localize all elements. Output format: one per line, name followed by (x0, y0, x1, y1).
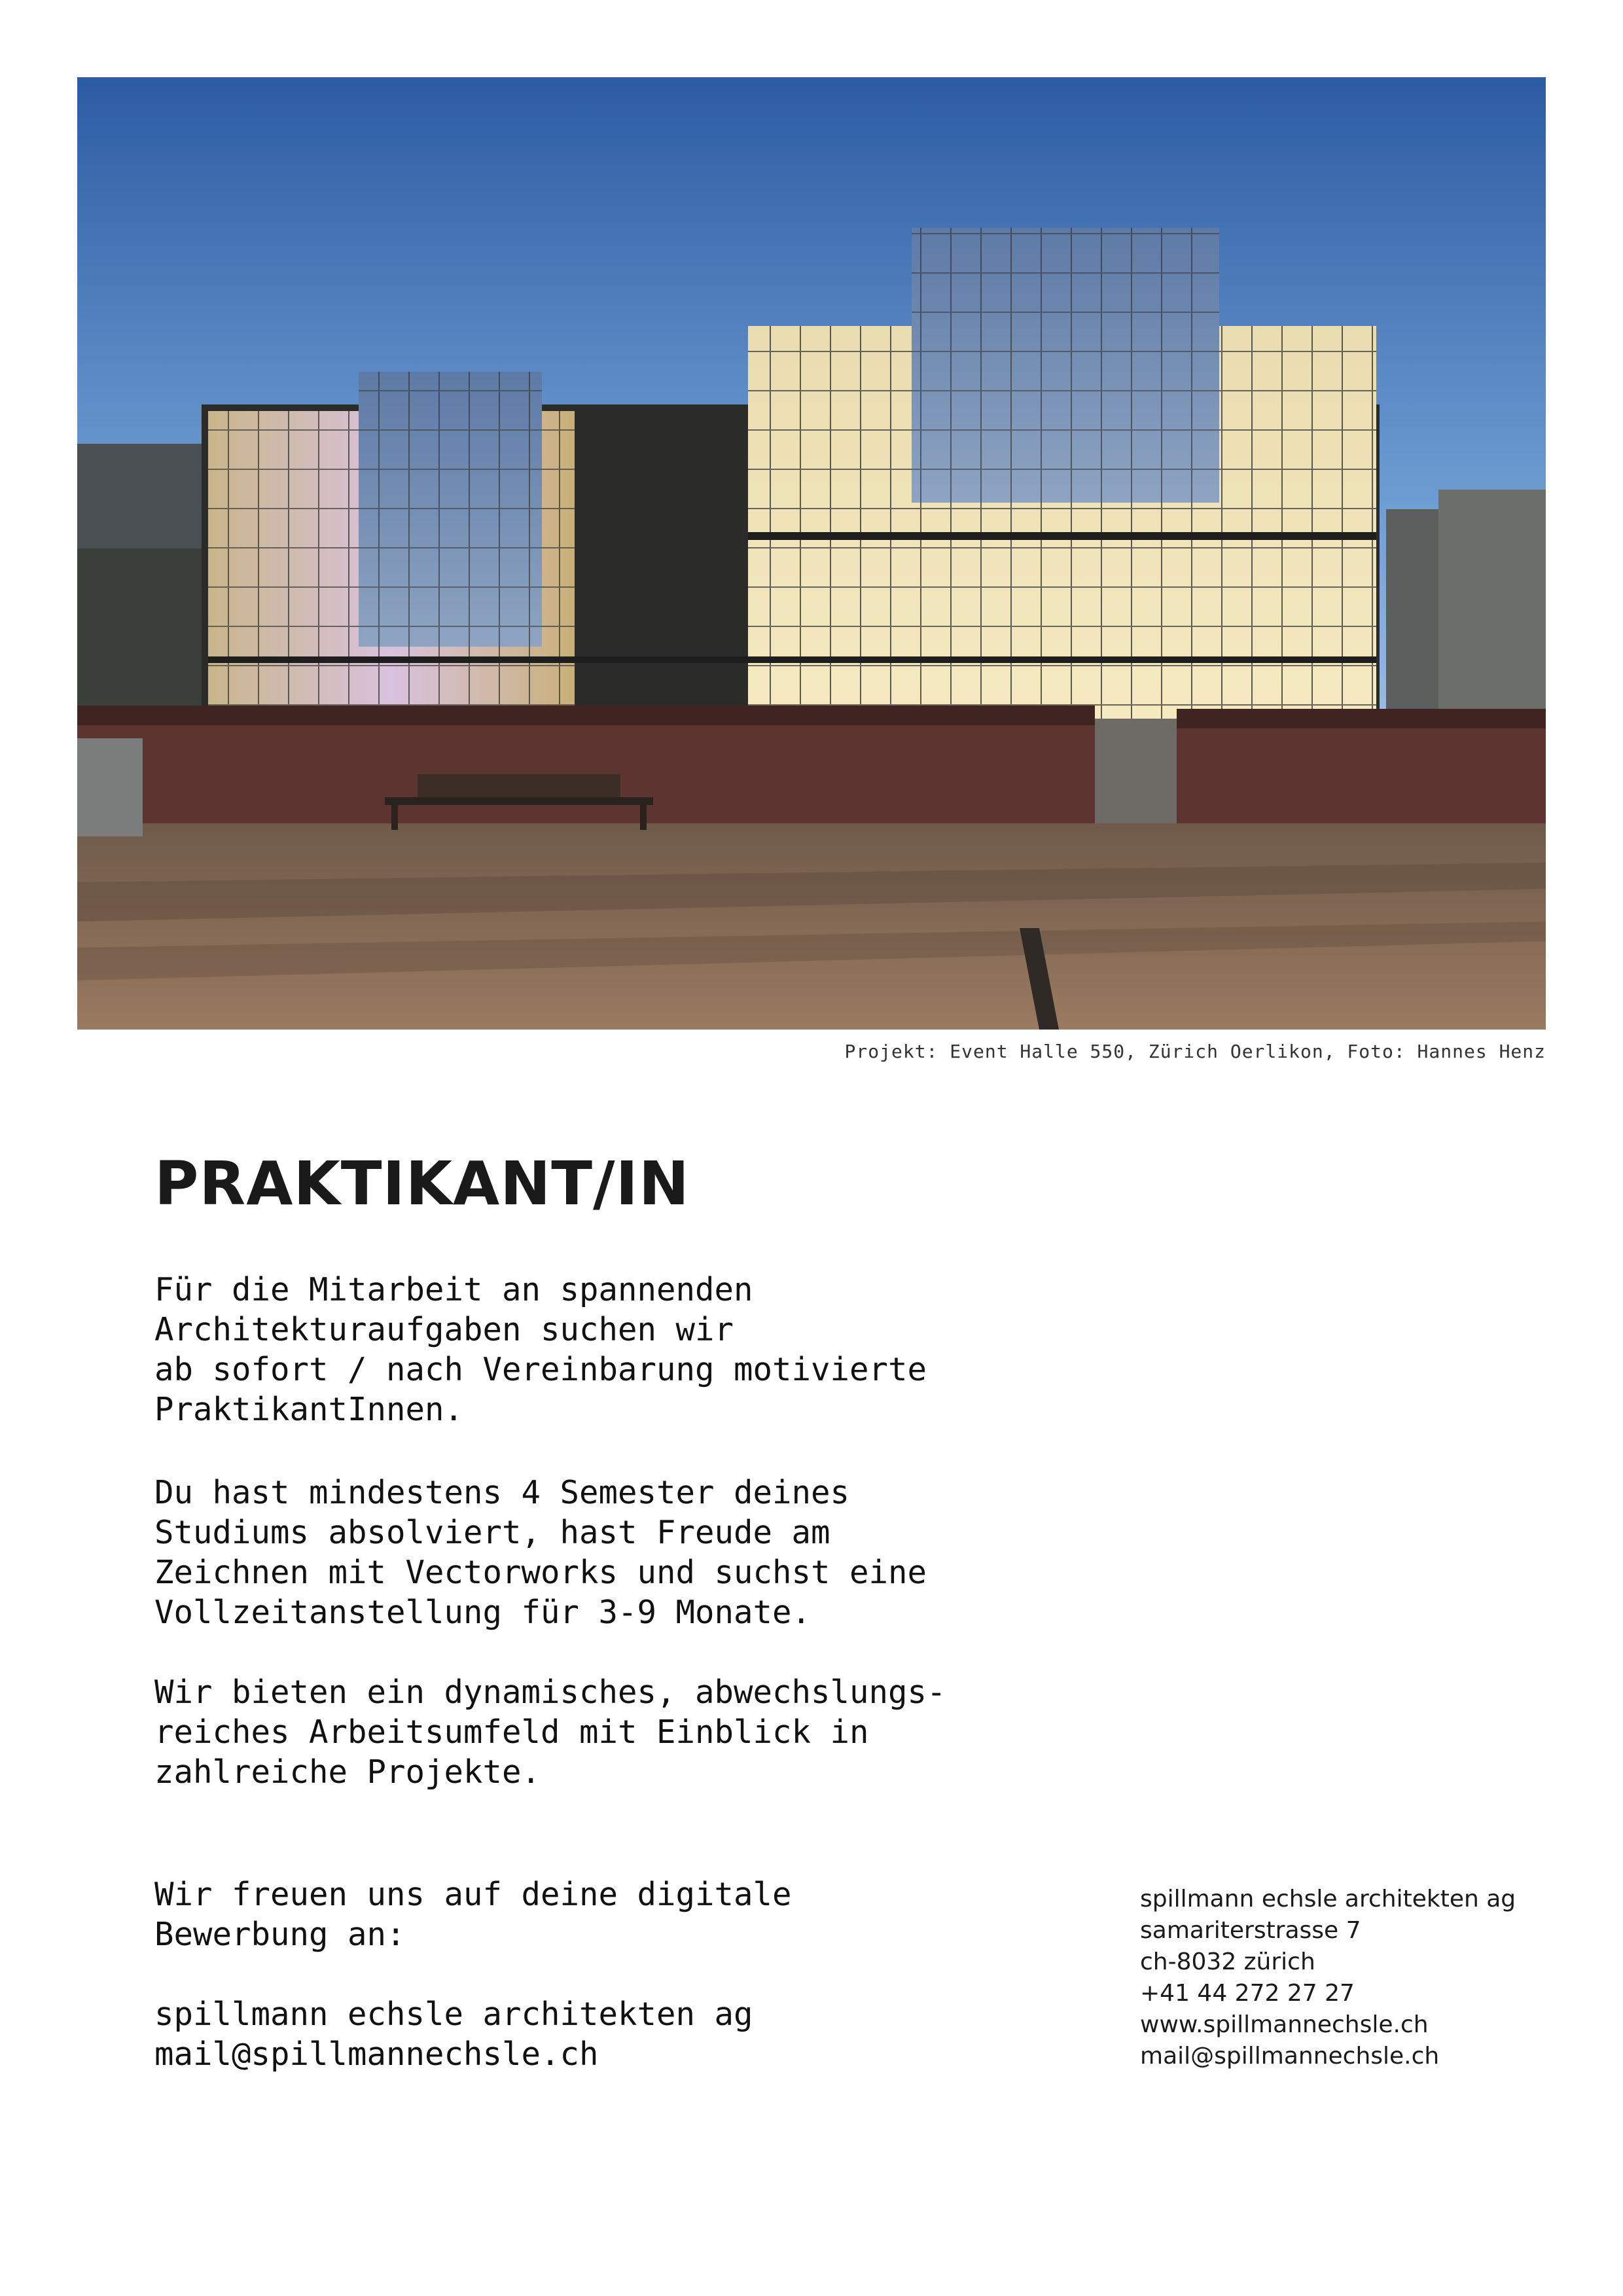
contact-company: spillmann echsle architekten ag (1140, 1886, 1516, 1912)
contact-website-link[interactable]: www.spillmannechsle.ch (1140, 2011, 1429, 2038)
contact-block (1140, 1884, 1516, 2072)
photo-caption: Projekt: Event Halle 550, Zürich Oerlikon, Foto: Hannes Henz (844, 1041, 1546, 1062)
contact-email-link[interactable]: mail@spillmannechsle.ch (1140, 2043, 1440, 2070)
intro-paragraph: Für die Mitarbeit an spannenden Architekturaufgaben suchen wir ab sofort / nach Vereinbarung motivierte PraktikantInnen. (154, 1271, 927, 1428)
page-title: PRAKTIKANT/IN (154, 1149, 690, 1219)
offer-paragraph: Wir bieten ein dynamisches, abwechslungs- reiches Arbeitsumfeld mit Einblick in zahlreiche Projekte. (154, 1674, 946, 1791)
event-hall-photo (77, 77, 1546, 1030)
contact-phone: +41 44 272 27 27 (1140, 1980, 1355, 2007)
application-paragraph: Wir freuen uns auf deine digitale Bewerbung an: (154, 1876, 792, 1953)
contact-street: samariterstrasse 7 (1140, 1917, 1361, 1944)
requirements-paragraph: Du hast mindestens 4 Semester deines Studiums absolviert, hast Freude am Zeichnen mit Vectorworks und suchst eine Vollzeitanstellung für 3-9 Monate. (154, 1474, 927, 1631)
contact-city: ch-8032 zürich (1140, 1948, 1315, 1975)
application-contact: spillmann echsle architekten ag mail@spillmannechsle.ch (154, 1996, 753, 2073)
